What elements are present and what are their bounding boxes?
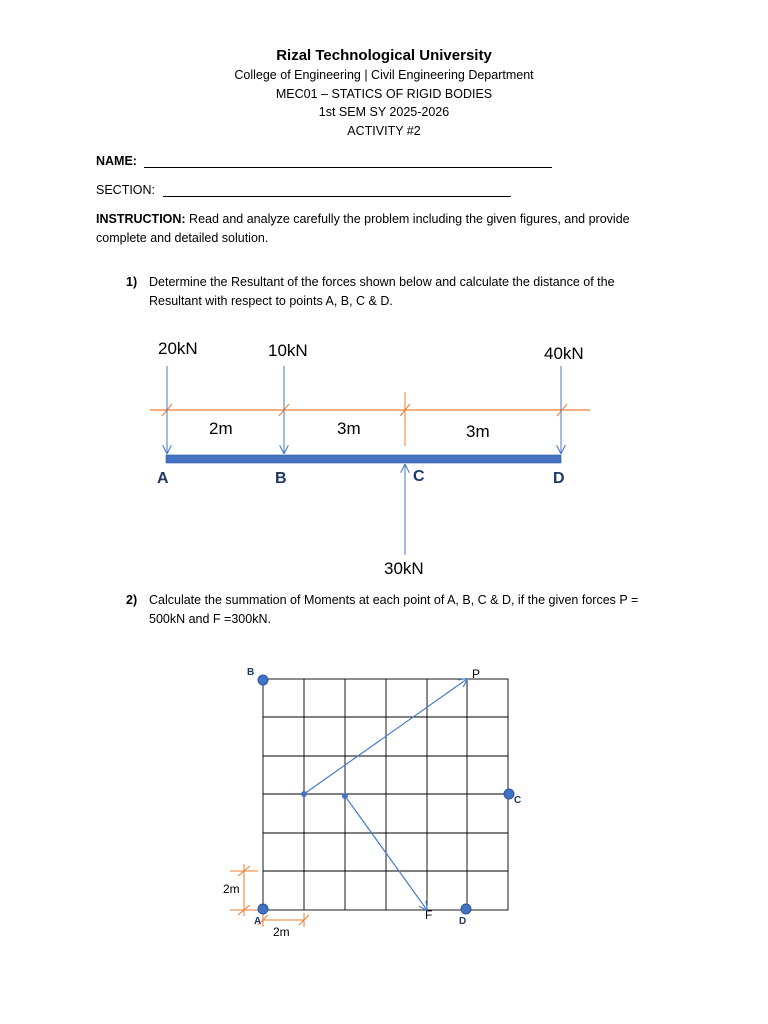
force-label-p: P: [472, 667, 481, 681]
section-label: SECTION:: [96, 183, 159, 197]
problem-2-text: Calculate the summation of Moments at each point of A, B, C & D, if the given forces P = 500kN and F =300kN.: [149, 593, 639, 626]
point-label-b-2: B: [247, 667, 255, 678]
point-label-a-2: A: [254, 916, 262, 927]
instruction-paragraph: [96, 210, 656, 248]
point-d-marker: [461, 904, 471, 914]
document-header: [0, 46, 768, 140]
force-arrow-p: [304, 679, 467, 794]
problem-2: [126, 591, 654, 629]
semester: 1st SEM SY 2025-2026: [318, 105, 450, 119]
problem-2-number: 2): [126, 593, 138, 607]
problem-1-number: 1): [126, 275, 138, 289]
point-b-marker: [258, 675, 268, 685]
point-label-b: B: [275, 470, 287, 487]
point-label-c: C: [413, 468, 425, 485]
force-label-d: 40kN: [544, 344, 584, 363]
distance-label-bc: 3m: [337, 419, 361, 438]
activity-number: ACTIVITY #2: [347, 123, 421, 138]
force-p-origin: [301, 791, 307, 797]
instruction-label: INSTRUCTION:: [96, 212, 186, 226]
course-title: MEC01 – STATICS OF RIGID BODIES: [275, 86, 493, 101]
force-label-f: F: [425, 908, 433, 922]
figure-2-grid-diagram: [0, 650, 768, 950]
point-c-marker: [504, 789, 514, 799]
dim-label-horizontal: 2m: [273, 925, 290, 939]
dim-label-vertical: 2m: [223, 882, 240, 896]
force-label-a: 20kN: [158, 339, 198, 358]
instruction-text: Read and analyze carefully the problem including the given figures, and provide complete and detailed solution.: [96, 212, 630, 245]
force-label-b: 10kN: [268, 341, 308, 360]
university-name: Rizal Technological University: [276, 47, 492, 64]
college-department: College of Engineering | Civil Engineering Department: [234, 68, 534, 82]
point-label-d-2: D: [459, 916, 467, 927]
beam: [166, 455, 561, 463]
name-label: NAME:: [96, 154, 141, 168]
distance-label-ab: 2m: [209, 419, 233, 438]
point-a-marker: [258, 904, 268, 914]
point-label-a: A: [157, 470, 169, 487]
section-field[interactable]: [96, 182, 511, 197]
problem-1: [126, 273, 654, 311]
grid: [263, 679, 508, 910]
problem-1-text: Determine the Resultant of the forces shown below and calculate the distance of the Resultant with respect to points A, B, C & D.: [149, 275, 615, 308]
name-field[interactable]: [96, 153, 552, 168]
distance-label-cd: 3m: [466, 422, 490, 441]
point-label-d: D: [553, 470, 565, 487]
point-label-c-2: C: [514, 795, 522, 806]
figure-1-beam-diagram: [0, 330, 768, 580]
dimension-marks: [230, 864, 309, 927]
force-label-c: 30kN: [384, 559, 424, 578]
force-f-origin: [342, 793, 348, 799]
name-blank-line[interactable]: [144, 153, 552, 168]
section-blank-line[interactable]: [163, 182, 511, 197]
